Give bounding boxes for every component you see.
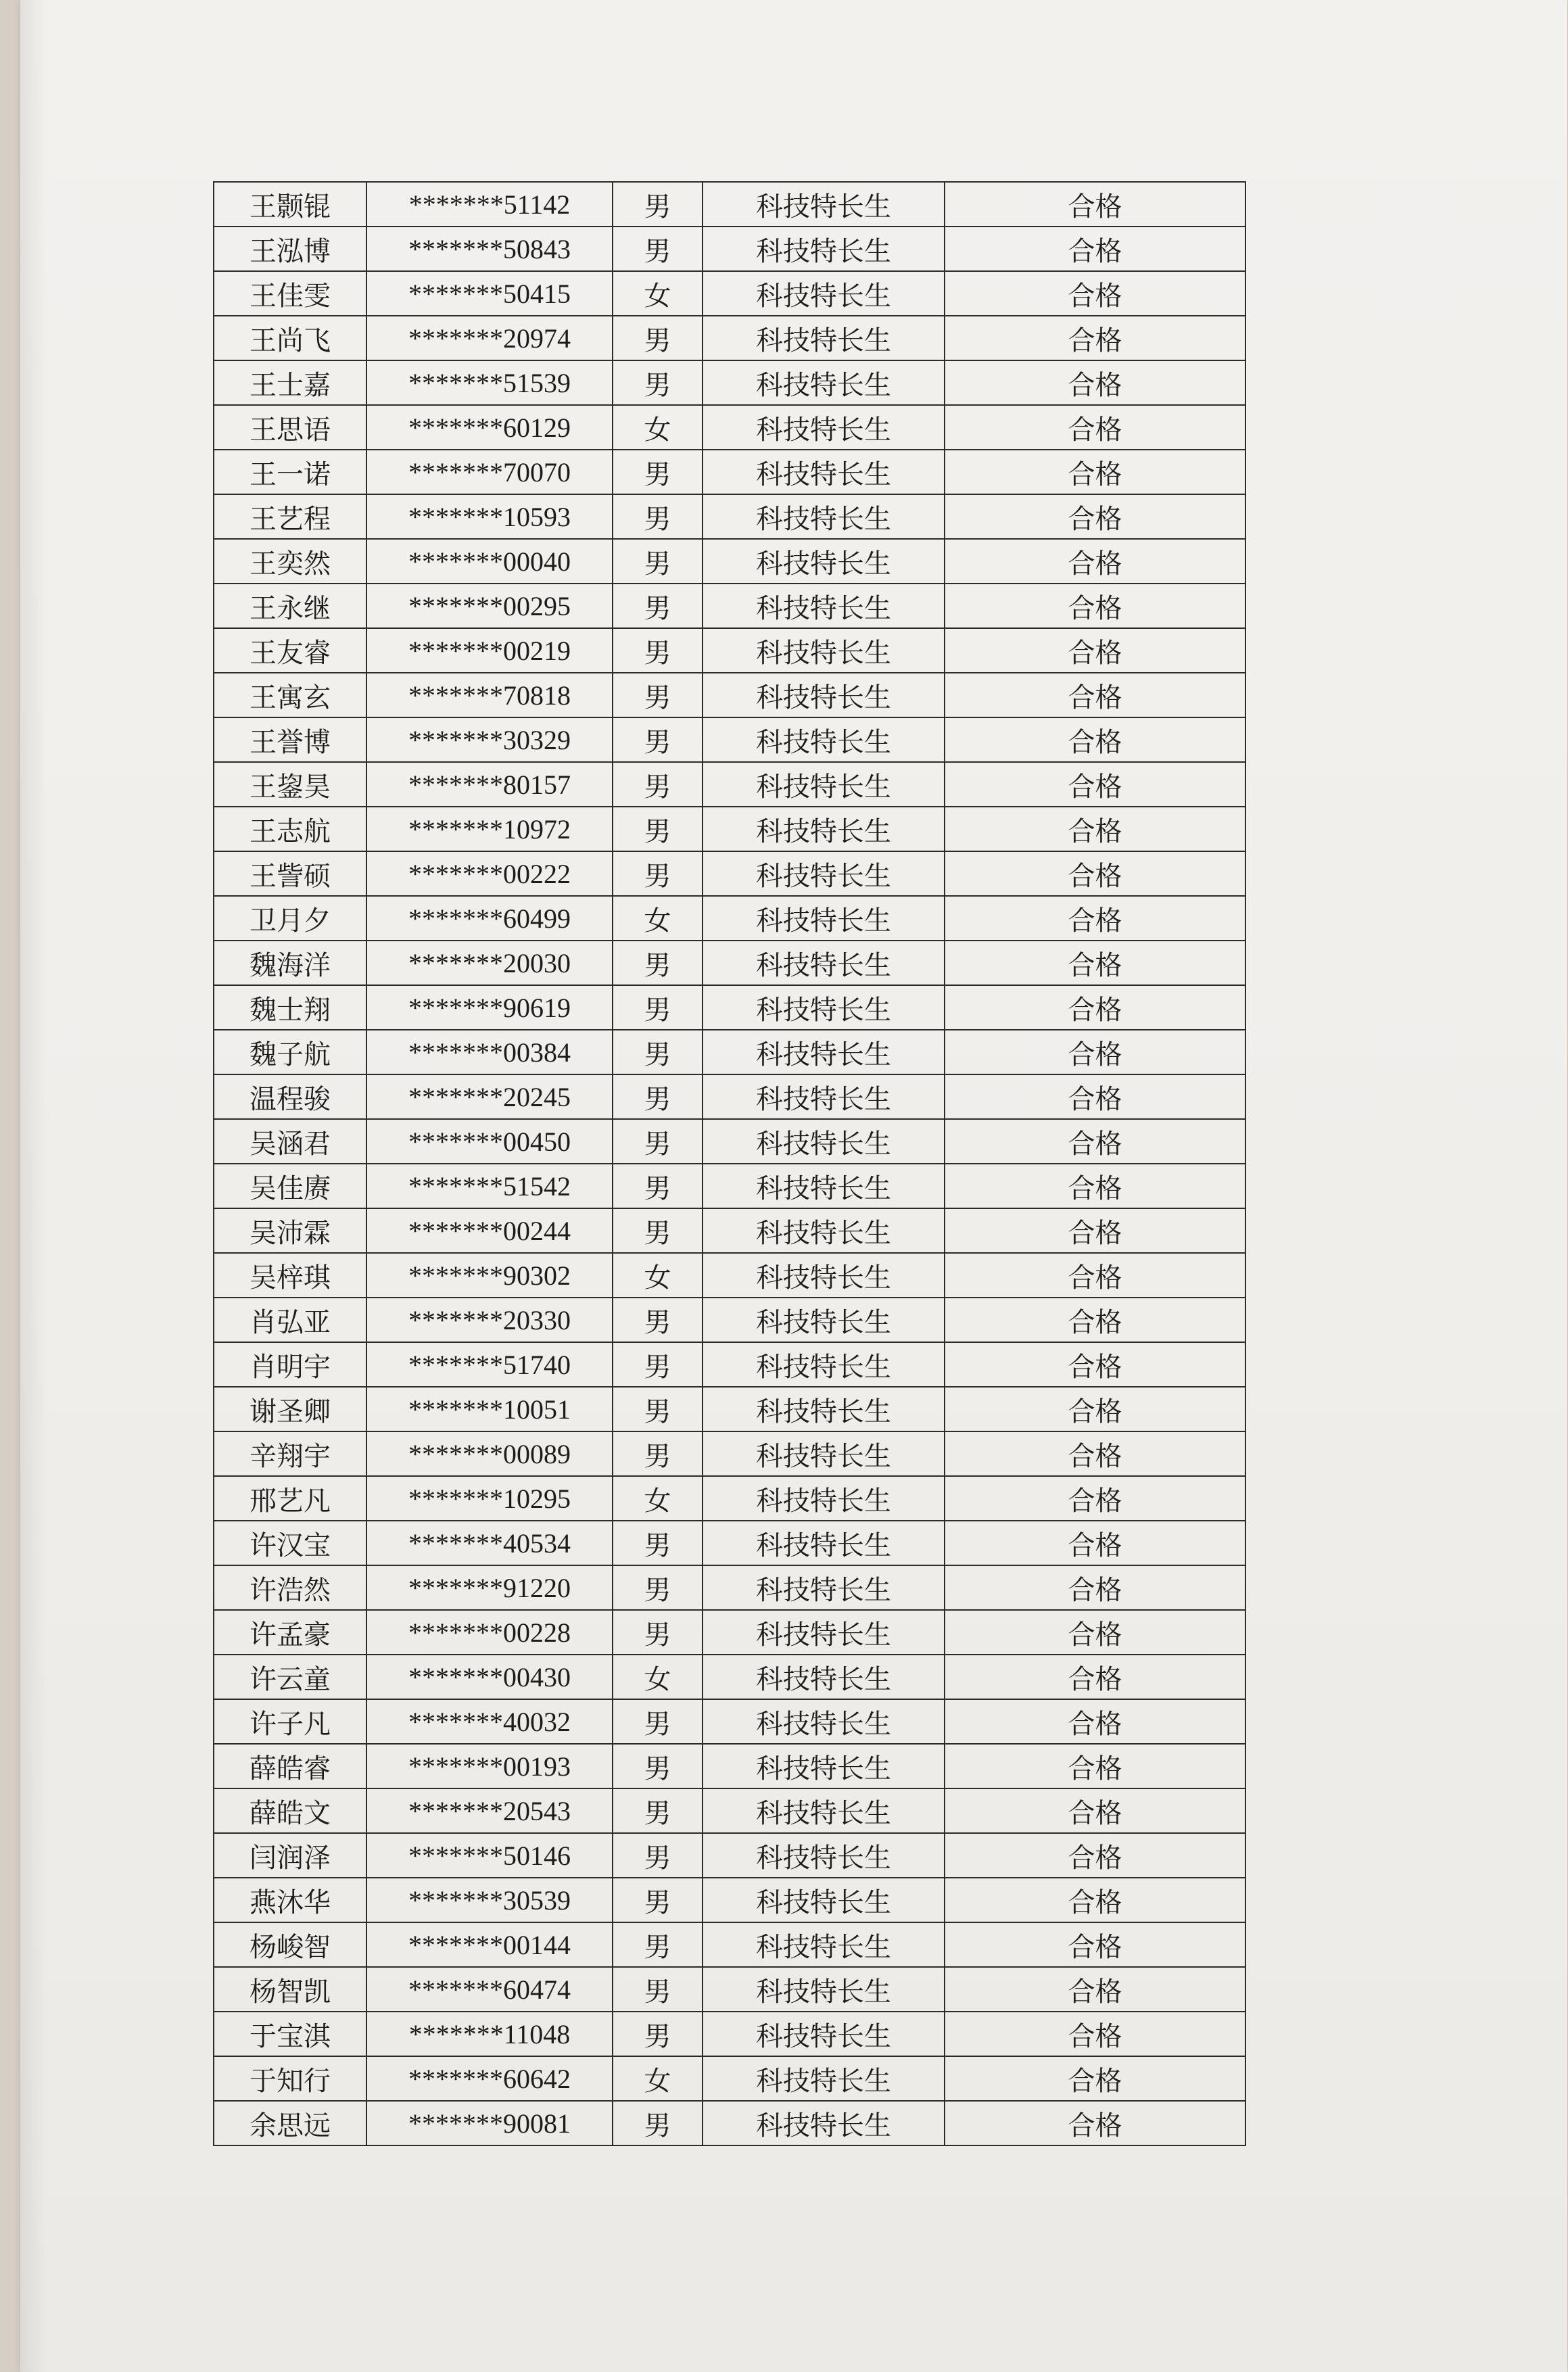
- id-cell: *******10295: [366, 1476, 613, 1521]
- table-row: [214, 405, 1245, 450]
- gender-cell: 男: [613, 1342, 703, 1387]
- result-cell: 合格: [945, 2101, 1245, 2145]
- name-cell: 王志航: [214, 807, 366, 851]
- category-cell: 科技特长生: [703, 1476, 945, 1521]
- name-cell: 王士嘉: [214, 360, 366, 405]
- result-cell: 合格: [945, 405, 1245, 450]
- result-cell: 合格: [945, 807, 1245, 851]
- category-cell: 科技特长生: [703, 1342, 945, 1387]
- category-cell: 科技特长生: [703, 1744, 945, 1788]
- gender-cell: 女: [613, 1253, 703, 1298]
- result-cell: 合格: [945, 494, 1245, 539]
- result-cell: 合格: [945, 1744, 1245, 1788]
- id-cell: *******20330: [366, 1298, 613, 1342]
- gender-cell: 女: [613, 1655, 703, 1699]
- result-cell: 合格: [945, 1565, 1245, 1610]
- result-cell: 合格: [945, 584, 1245, 628]
- table-row: [214, 1208, 1245, 1253]
- result-cell: 合格: [945, 227, 1245, 271]
- table-row: [214, 851, 1245, 896]
- gender-cell: 女: [613, 2056, 703, 2101]
- id-cell: *******00430: [366, 1655, 613, 1699]
- table-row: [214, 717, 1245, 762]
- id-cell: *******70818: [366, 673, 613, 717]
- table-row: [214, 450, 1245, 494]
- result-cell: 合格: [945, 1119, 1245, 1164]
- gender-cell: 男: [613, 360, 703, 405]
- gender-cell: 男: [613, 1967, 703, 2012]
- table-row: [214, 1387, 1245, 1431]
- name-cell: 余思远: [214, 2101, 366, 2145]
- name-cell: 许子凡: [214, 1699, 366, 1744]
- category-cell: 科技特长生: [703, 1878, 945, 1922]
- table-row: [214, 1253, 1245, 1298]
- name-cell: 肖弘亚: [214, 1298, 366, 1342]
- name-cell: 闫润泽: [214, 1833, 366, 1878]
- category-cell: 科技特长生: [703, 1922, 945, 1967]
- category-cell: 科技特长生: [703, 182, 945, 227]
- result-cell: 合格: [945, 1208, 1245, 1253]
- name-cell: 王奕然: [214, 539, 366, 584]
- result-cell: 合格: [945, 673, 1245, 717]
- id-cell: *******51539: [366, 360, 613, 405]
- table-row: [214, 2056, 1245, 2101]
- result-cell: 合格: [945, 1878, 1245, 1922]
- name-cell: 王尚飞: [214, 316, 366, 360]
- result-cell: 合格: [945, 1030, 1245, 1074]
- table-row: [214, 1878, 1245, 1922]
- id-cell: *******90302: [366, 1253, 613, 1298]
- id-cell: *******60474: [366, 1967, 613, 2012]
- gender-cell: 男: [613, 628, 703, 673]
- id-cell: *******20974: [366, 316, 613, 360]
- id-cell: *******60642: [366, 2056, 613, 2101]
- category-cell: 科技特长生: [703, 1208, 945, 1253]
- category-cell: 科技特长生: [703, 1967, 945, 2012]
- name-cell: 魏子航: [214, 1030, 366, 1074]
- gender-cell: 男: [613, 1208, 703, 1253]
- id-cell: *******00222: [366, 851, 613, 896]
- result-cell: 合格: [945, 271, 1245, 316]
- name-cell: 王艺程: [214, 494, 366, 539]
- table-row: [214, 1431, 1245, 1476]
- id-cell: *******00450: [366, 1119, 613, 1164]
- table-row: [214, 1655, 1245, 1699]
- id-cell: *******10051: [366, 1387, 613, 1431]
- category-cell: 科技特长生: [703, 494, 945, 539]
- result-cell: 合格: [945, 941, 1245, 985]
- id-cell: *******91220: [366, 1565, 613, 1610]
- name-cell: 王一诺: [214, 450, 366, 494]
- id-cell: *******00219: [366, 628, 613, 673]
- gender-cell: 男: [613, 851, 703, 896]
- name-cell: 魏士翔: [214, 985, 366, 1030]
- table-row: [214, 539, 1245, 584]
- gender-cell: 男: [613, 717, 703, 762]
- category-cell: 科技特长生: [703, 717, 945, 762]
- id-cell: *******90619: [366, 985, 613, 1030]
- table-row: [214, 1744, 1245, 1788]
- result-cell: 合格: [945, 1833, 1245, 1878]
- name-cell: 王泓博: [214, 227, 366, 271]
- result-cell: 合格: [945, 1922, 1245, 1967]
- category-cell: 科技特长生: [703, 851, 945, 896]
- gender-cell: 男: [613, 2012, 703, 2056]
- result-cell: 合格: [945, 182, 1245, 227]
- id-cell: *******00244: [366, 1208, 613, 1253]
- id-cell: *******60499: [366, 896, 613, 941]
- gender-cell: 男: [613, 807, 703, 851]
- category-cell: 科技特长生: [703, 1253, 945, 1298]
- table-row: [214, 985, 1245, 1030]
- name-cell: 吴沛霖: [214, 1208, 366, 1253]
- category-cell: 科技特长生: [703, 1431, 945, 1476]
- category-cell: 科技特长生: [703, 2101, 945, 2145]
- table-row: [214, 1833, 1245, 1878]
- id-cell: *******50415: [366, 271, 613, 316]
- result-cell: 合格: [945, 1521, 1245, 1565]
- table-row: [214, 1788, 1245, 1833]
- id-cell: *******51740: [366, 1342, 613, 1387]
- gender-cell: 男: [613, 673, 703, 717]
- name-cell: 王鋆昊: [214, 762, 366, 807]
- table-row: [214, 673, 1245, 717]
- table-row: [214, 2012, 1245, 2056]
- result-cell: 合格: [945, 316, 1245, 360]
- table-row: [214, 316, 1245, 360]
- result-cell: 合格: [945, 851, 1245, 896]
- id-cell: *******00295: [366, 584, 613, 628]
- id-cell: *******60129: [366, 405, 613, 450]
- gender-cell: 男: [613, 1922, 703, 1967]
- table-row: [214, 1119, 1245, 1164]
- table-row: [214, 227, 1245, 271]
- id-cell: *******00193: [366, 1744, 613, 1788]
- category-cell: 科技特长生: [703, 1610, 945, 1655]
- result-cell: 合格: [945, 2012, 1245, 2056]
- result-cell: 合格: [945, 1164, 1245, 1208]
- table-row: [214, 584, 1245, 628]
- category-cell: 科技特长生: [703, 450, 945, 494]
- table-row: [214, 896, 1245, 941]
- id-cell: *******00089: [366, 1431, 613, 1476]
- table-row: [214, 807, 1245, 851]
- gender-cell: 男: [613, 1788, 703, 1833]
- category-cell: 科技特长生: [703, 1565, 945, 1610]
- id-cell: *******00228: [366, 1610, 613, 1655]
- table-row: [214, 1699, 1245, 1744]
- table-row: [214, 1922, 1245, 1967]
- category-cell: 科技特长生: [703, 539, 945, 584]
- table-row: [214, 762, 1245, 807]
- category-cell: 科技特长生: [703, 941, 945, 985]
- result-cell: 合格: [945, 1655, 1245, 1699]
- name-cell: 吴梓琪: [214, 1253, 366, 1298]
- id-cell: *******20543: [366, 1788, 613, 1833]
- name-cell: 于宝淇: [214, 2012, 366, 2056]
- category-cell: 科技特长生: [703, 1655, 945, 1699]
- category-cell: 科技特长生: [703, 2056, 945, 2101]
- name-cell: 许云童: [214, 1655, 366, 1699]
- table-row: [214, 628, 1245, 673]
- id-cell: *******00040: [366, 539, 613, 584]
- table-row: [214, 1074, 1245, 1119]
- name-cell: 王友睿: [214, 628, 366, 673]
- result-cell: 合格: [945, 717, 1245, 762]
- name-cell: 燕沐华: [214, 1878, 366, 1922]
- gender-cell: 男: [613, 2101, 703, 2145]
- name-cell: 薛皓睿: [214, 1744, 366, 1788]
- table-row: [214, 2101, 1245, 2145]
- result-cell: 合格: [945, 762, 1245, 807]
- name-cell: 吴涵君: [214, 1119, 366, 1164]
- category-cell: 科技特长生: [703, 1030, 945, 1074]
- result-cell: 合格: [945, 1699, 1245, 1744]
- result-cell: 合格: [945, 628, 1245, 673]
- result-cell: 合格: [945, 985, 1245, 1030]
- id-cell: *******50843: [366, 227, 613, 271]
- gender-cell: 男: [613, 762, 703, 807]
- name-cell: 王寓玄: [214, 673, 366, 717]
- gender-cell: 男: [613, 1298, 703, 1342]
- name-cell: 邢艺凡: [214, 1476, 366, 1521]
- id-cell: *******20245: [366, 1074, 613, 1119]
- category-cell: 科技特长生: [703, 360, 945, 405]
- category-cell: 科技特长生: [703, 1699, 945, 1744]
- result-cell: 合格: [945, 360, 1245, 405]
- gender-cell: 男: [613, 1119, 703, 1164]
- category-cell: 科技特长生: [703, 673, 945, 717]
- roster-table-body: [214, 182, 1245, 2145]
- category-cell: 科技特长生: [703, 985, 945, 1030]
- table-row: [214, 1565, 1245, 1610]
- result-cell: 合格: [945, 1387, 1245, 1431]
- category-cell: 科技特长生: [703, 316, 945, 360]
- category-cell: 科技特长生: [703, 271, 945, 316]
- result-cell: 合格: [945, 1967, 1245, 2012]
- category-cell: 科技特长生: [703, 1833, 945, 1878]
- category-cell: 科技特长生: [703, 1164, 945, 1208]
- id-cell: *******30329: [366, 717, 613, 762]
- name-cell: 辛翔宇: [214, 1431, 366, 1476]
- result-cell: 合格: [945, 1476, 1245, 1521]
- category-cell: 科技特长生: [703, 628, 945, 673]
- name-cell: 许汉宝: [214, 1521, 366, 1565]
- name-cell: 许孟豪: [214, 1610, 366, 1655]
- id-cell: *******40032: [366, 1699, 613, 1744]
- result-cell: 合格: [945, 450, 1245, 494]
- result-cell: 合格: [945, 1342, 1245, 1387]
- table-row: [214, 1610, 1245, 1655]
- id-cell: *******10972: [366, 807, 613, 851]
- result-cell: 合格: [945, 1788, 1245, 1833]
- id-cell: *******80157: [366, 762, 613, 807]
- gender-cell: 男: [613, 584, 703, 628]
- result-cell: 合格: [945, 539, 1245, 584]
- table-row: [214, 494, 1245, 539]
- category-cell: 科技特长生: [703, 1298, 945, 1342]
- name-cell: 王佳雯: [214, 271, 366, 316]
- category-cell: 科技特长生: [703, 807, 945, 851]
- category-cell: 科技特长生: [703, 1521, 945, 1565]
- name-cell: 卫月夕: [214, 896, 366, 941]
- gender-cell: 男: [613, 316, 703, 360]
- paper-sheet: [20, 0, 1567, 2372]
- name-cell: 魏海洋: [214, 941, 366, 985]
- table-row: [214, 1967, 1245, 2012]
- id-cell: *******51542: [366, 1164, 613, 1208]
- gender-cell: 男: [613, 1744, 703, 1788]
- name-cell: 温程骏: [214, 1074, 366, 1119]
- id-cell: *******00144: [366, 1922, 613, 1967]
- id-cell: *******90081: [366, 2101, 613, 2145]
- id-cell: *******11048: [366, 2012, 613, 2056]
- name-cell: 许浩然: [214, 1565, 366, 1610]
- gender-cell: 男: [613, 539, 703, 584]
- table-row: [214, 1342, 1245, 1387]
- gender-cell: 男: [613, 1833, 703, 1878]
- name-cell: 谢圣卿: [214, 1387, 366, 1431]
- table-row: [214, 941, 1245, 985]
- name-cell: 肖明宇: [214, 1342, 366, 1387]
- gender-cell: 男: [613, 494, 703, 539]
- name-cell: 王訾硕: [214, 851, 366, 896]
- gender-cell: 男: [613, 1030, 703, 1074]
- name-cell: 王思语: [214, 405, 366, 450]
- id-cell: *******30539: [366, 1878, 613, 1922]
- result-cell: 合格: [945, 1298, 1245, 1342]
- name-cell: 薛皓文: [214, 1788, 366, 1833]
- gender-cell: 男: [613, 1074, 703, 1119]
- name-cell: 王誉博: [214, 717, 366, 762]
- name-cell: 杨峻智: [214, 1922, 366, 1967]
- table-row: [214, 182, 1245, 227]
- name-cell: 于知行: [214, 2056, 366, 2101]
- category-cell: 科技特长生: [703, 584, 945, 628]
- id-cell: *******50146: [366, 1833, 613, 1878]
- result-cell: 合格: [945, 1431, 1245, 1476]
- category-cell: 科技特长生: [703, 1074, 945, 1119]
- category-cell: 科技特长生: [703, 2012, 945, 2056]
- gender-cell: 女: [613, 1476, 703, 1521]
- category-cell: 科技特长生: [703, 405, 945, 450]
- page-edge-shadow: [20, 0, 47, 2372]
- category-cell: 科技特长生: [703, 896, 945, 941]
- gender-cell: 男: [613, 985, 703, 1030]
- result-cell: 合格: [945, 1610, 1245, 1655]
- name-cell: 王永继: [214, 584, 366, 628]
- category-cell: 科技特长生: [703, 1119, 945, 1164]
- gender-cell: 女: [613, 896, 703, 941]
- gender-cell: 男: [613, 1610, 703, 1655]
- gender-cell: 男: [613, 1878, 703, 1922]
- gender-cell: 男: [613, 1387, 703, 1431]
- category-cell: 科技特长生: [703, 762, 945, 807]
- gender-cell: 男: [613, 941, 703, 985]
- id-cell: *******51142: [366, 182, 613, 227]
- gender-cell: 男: [613, 227, 703, 271]
- id-cell: *******40534: [366, 1521, 613, 1565]
- gender-cell: 女: [613, 405, 703, 450]
- gender-cell: 男: [613, 1431, 703, 1476]
- name-cell: 吴佳赓: [214, 1164, 366, 1208]
- gender-cell: 男: [613, 1521, 703, 1565]
- gender-cell: 男: [613, 182, 703, 227]
- gender-cell: 男: [613, 1164, 703, 1208]
- category-cell: 科技特长生: [703, 1387, 945, 1431]
- table-row: [214, 1030, 1245, 1074]
- gender-cell: 女: [613, 271, 703, 316]
- name-cell: 杨智凯: [214, 1967, 366, 2012]
- category-cell: 科技特长生: [703, 1788, 945, 1833]
- table-row: [214, 1521, 1245, 1565]
- id-cell: *******20030: [366, 941, 613, 985]
- name-cell: 王颢锟: [214, 182, 366, 227]
- table-row: [214, 271, 1245, 316]
- id-cell: *******10593: [366, 494, 613, 539]
- id-cell: *******70070: [366, 450, 613, 494]
- gender-cell: 男: [613, 1565, 703, 1610]
- result-cell: 合格: [945, 1074, 1245, 1119]
- result-cell: 合格: [945, 1253, 1245, 1298]
- table-row: [214, 1476, 1245, 1521]
- table-row: [214, 1164, 1245, 1208]
- id-cell: *******00384: [366, 1030, 613, 1074]
- result-cell: 合格: [945, 2056, 1245, 2101]
- category-cell: 科技特长生: [703, 227, 945, 271]
- gender-cell: 男: [613, 1699, 703, 1744]
- roster-table: [213, 181, 1246, 2146]
- gender-cell: 男: [613, 450, 703, 494]
- result-cell: 合格: [945, 896, 1245, 941]
- table-row: [214, 360, 1245, 405]
- table-row: [214, 1298, 1245, 1342]
